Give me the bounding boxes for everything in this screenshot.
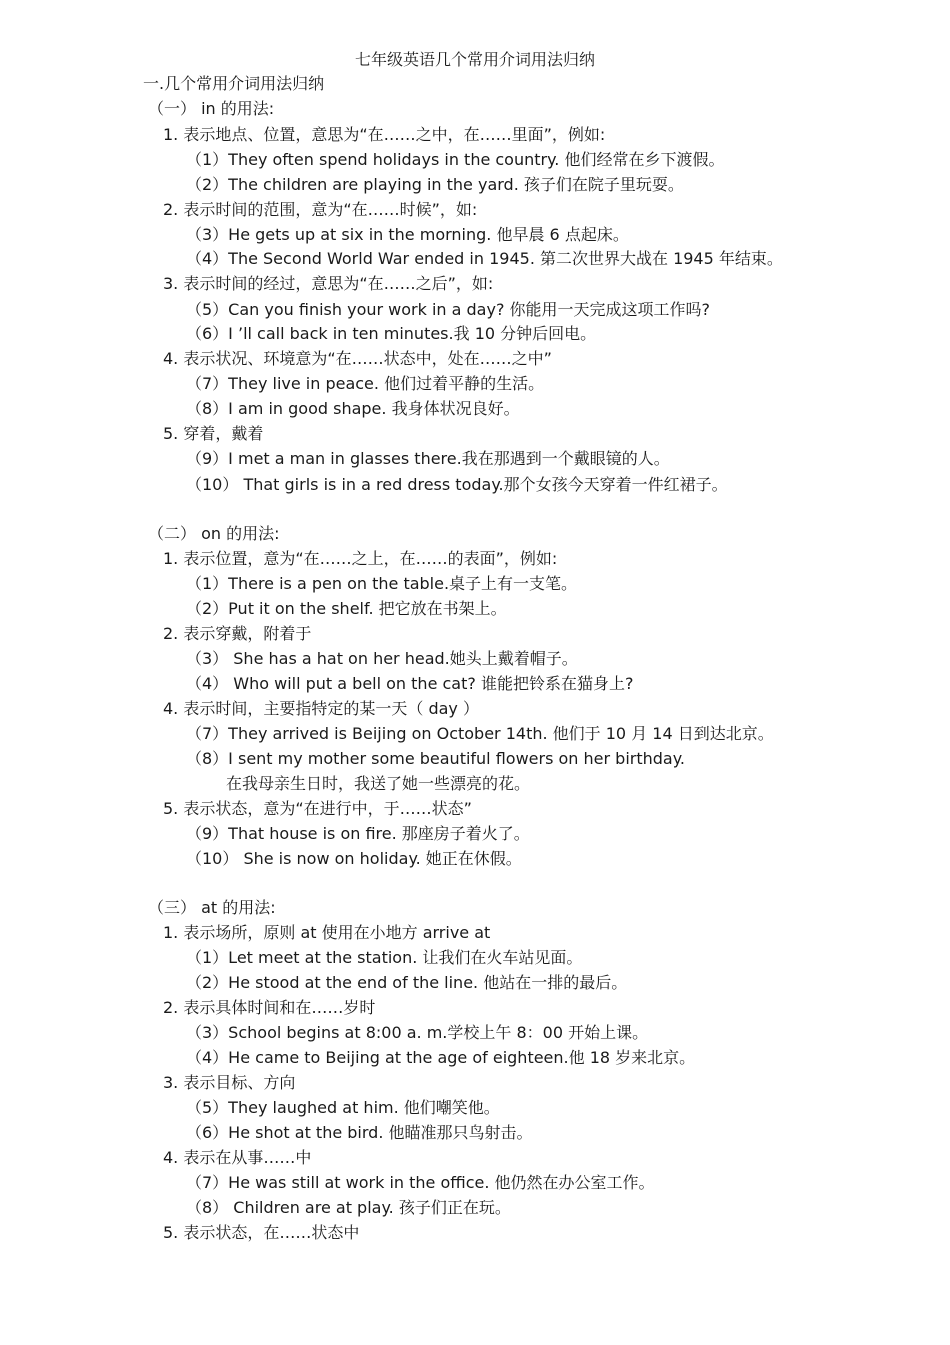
example-line: （8）I sent my mother some beautiful flowers on her birthday.	[186, 749, 686, 768]
example-translation: 在我母亲生日时，我送了她一些漂亮的花。	[226, 774, 531, 793]
example-line: （7）He was still at work in the office. 他仍然在办公室工作。	[186, 1173, 655, 1192]
section-header-on: （二） on 的用法:	[148, 524, 280, 543]
rule-label: 2. 表示具体时间和在……岁时	[163, 998, 376, 1017]
example-line: （6）He shot at the bird. 他瞄准那只鸟射击。	[186, 1123, 533, 1142]
rule-label: 3. 表示时间的经过，意思为“在……之后”，如:	[163, 274, 494, 293]
example-line: （3）He gets up at six in the morning. 他早晨 6 点起床。	[186, 225, 629, 244]
rule-label: 5. 表示状态，在……状态中	[163, 1223, 360, 1242]
example-line: （8） Children are at play. 孩子们正在玩。	[186, 1198, 511, 1217]
section-header-in: （一） in 的用法:	[148, 99, 275, 118]
example-line: （4）He came to Beijing at the age of eighteen.他 18 岁来北京。	[186, 1048, 696, 1067]
example-line: （2）He stood at the end of the line. 他站在一排的最后。	[186, 973, 628, 992]
example-line: （10） That girls is in a red dress today.那个女孩今天穿着一件红裙子。	[186, 475, 728, 494]
example-line: （10） She is now on holiday. 她正在休假。	[186, 849, 522, 868]
rule-label: 5. 表示状态，意为“在进行中，于……状态”	[163, 799, 472, 818]
example-line: （5）They laughed at him. 他们嘲笑他。	[186, 1098, 500, 1117]
example-line: （6）I ’ll call back in ten minutes.我 10 分钟后回电。	[186, 324, 597, 343]
example-line: （7）They arrived is Beijing on October 14th. 他们于 10 月 14 日到达北京。	[186, 724, 774, 743]
example-line: （8）I am in good shape. 我身体状况良好。	[186, 399, 520, 418]
example-line: （2）Put it on the shelf. 把它放在书架上。	[186, 599, 507, 618]
rule-label: 4. 表示状况、环境意为“在……状态中，处在……之中”	[163, 349, 552, 368]
main-heading: 一.几个常用介词用法归纳	[143, 74, 325, 93]
example-line: （4）The Second World War ended in 1945. 第二次世界大战在 1945 年结束。	[186, 249, 783, 268]
example-line: （2）The children are playing in the yard. 孩子们在院子里玩耍。	[186, 175, 684, 194]
example-line: （1）Let meet at the station. 让我们在火车站见面。	[186, 948, 583, 967]
rule-label: 1. 表示场所，原则 at 使用在小地方 arrive at	[163, 923, 491, 942]
rule-label: 3. 表示目标、方向	[163, 1073, 296, 1092]
example-line: （4） Who will put a bell on the cat? 谁能把铃系在猫身上?	[186, 674, 634, 693]
example-line: （5）Can you finish your work in a day? 你能用一天完成这项工作吗?	[186, 300, 711, 319]
rule-label: 1. 表示地点、位置，意思为“在……之中，在……里面”，例如:	[163, 125, 606, 144]
example-line: （7）They live in peace. 他们过着平静的生活。	[186, 374, 545, 393]
section-header-at: （三） at 的用法:	[148, 898, 276, 917]
example-line: （9）That house is on fire. 那座房子着火了。	[186, 824, 530, 843]
rule-label: 1. 表示位置，意为“在……之上，在……的表面”，例如:	[163, 549, 558, 568]
rule-label: 2. 表示穿戴，附着于	[163, 624, 312, 643]
example-line: （9）I met a man in glasses there.我在那遇到一个戴眼镜的人。	[186, 449, 670, 468]
example-line: （3）School begins at 8:00 a. m.学校上午 8：00 开始上课。	[186, 1023, 649, 1042]
rule-label: 4. 表示时间，主要指特定的某一天（ day ）	[163, 699, 479, 718]
rule-label: 2. 表示时间的范围，意为“在……时候”，如:	[163, 200, 478, 219]
rule-label: 5. 穿着，戴着	[163, 424, 264, 443]
example-line: （3） She has a hat on her head.她头上戴着帽子。	[186, 649, 578, 668]
example-line: （1）There is a pen on the table.桌子上有一支笔。	[186, 574, 578, 593]
rule-label: 4. 表示在从事……中	[163, 1148, 312, 1167]
example-line: （1）They often spend holidays in the country. 他们经常在乡下渡假。	[186, 150, 725, 169]
document-title: 七年级英语几个常用介词用法归纳	[354, 50, 595, 69]
